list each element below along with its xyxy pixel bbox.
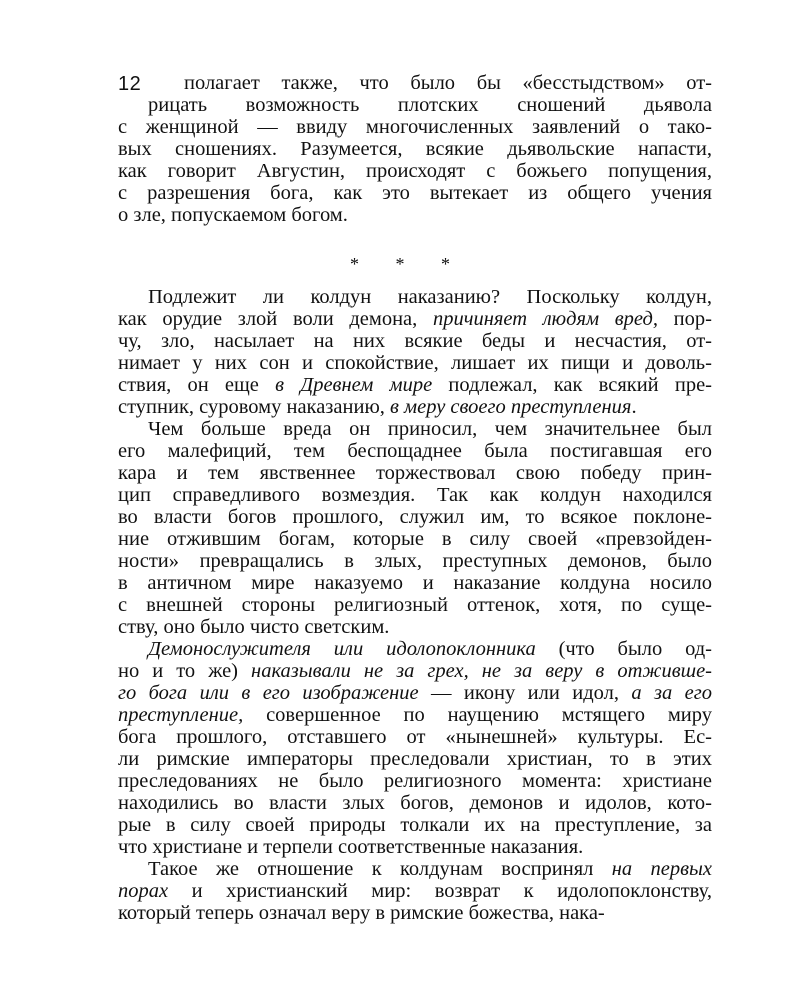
italic-text: в меру своего преступления	[390, 396, 632, 418]
text-segment: пор-	[658, 308, 712, 330]
text-line	[118, 72, 712, 94]
text-segment: и христианский мир: возврат к идолопоклонству,	[168, 880, 712, 902]
italic-text: а за его	[631, 682, 712, 704]
text-line	[118, 770, 712, 792]
text-line	[118, 792, 712, 814]
paragraph	[118, 286, 712, 418]
text-segment: ние отжившим богам, которые в силу своей «превзойден-	[118, 528, 712, 550]
text-segment: кара и тем явственнее торжествовал свою победу прин-	[118, 462, 712, 484]
text-line	[118, 462, 712, 484]
text-line	[118, 352, 712, 374]
text-line	[118, 660, 712, 682]
text-segment: полагает также, что было бы «бесстыдством» от-	[184, 72, 712, 94]
text-segment: находились во власти злых богов, демонов и идолов, кото-	[118, 792, 712, 814]
text-segment: Подлежит ли колдун наказанию? Поскольку колдун,	[148, 286, 712, 308]
text-segment: ству, оно было чисто светским.	[118, 616, 390, 638]
italic-text: на первых	[611, 858, 712, 880]
text-line	[118, 440, 712, 462]
text-segment: который теперь означал веру в римские божества, нака-	[118, 902, 605, 924]
text-line	[118, 550, 712, 572]
text-segment: — икону или идол,	[418, 682, 632, 704]
text-segment: вых сношениях. Разумеется, всякие дьявольские напасти,	[118, 138, 712, 160]
text-line	[118, 594, 712, 616]
text-segment: с внешней стороны религиозный оттенок, хотя, по суще-	[118, 594, 712, 616]
text-line	[118, 638, 712, 660]
text-segment: (что было од-	[535, 638, 712, 660]
page-number: 12	[118, 73, 142, 95]
text-line	[118, 204, 712, 226]
paragraph	[118, 638, 712, 858]
text-segment: подлежал, как всякий пре-	[432, 374, 712, 396]
italic-text: наказывали не за грех, не за веру в отживше-	[251, 660, 712, 682]
italic-text: преступление,	[118, 704, 244, 726]
text-segment: бога прошлого, отставшего от «нынешней» культуры. Ес-	[118, 726, 712, 748]
text-line	[118, 160, 712, 182]
text-line	[118, 374, 712, 396]
text-line	[118, 572, 712, 594]
text-line	[118, 880, 712, 902]
text-segment: с женщиной — ввиду многочисленных заявлений о тако-	[118, 116, 712, 138]
body-text-main	[118, 286, 712, 924]
text-segment: ствия, он еще	[118, 374, 276, 396]
text-line	[118, 616, 712, 638]
text-segment: преследованиях не было религиозного момента: христиане	[118, 770, 712, 792]
italic-text: го бога или в его изображение	[118, 682, 419, 704]
text-segment: ступник, суровому наказанию,	[118, 396, 391, 418]
paragraph	[118, 72, 712, 226]
text-segment: нимает у них сон и спокойствие, лишает их пищи и доволь-	[118, 352, 712, 374]
paragraph	[118, 858, 712, 924]
text-segment: в античном мире наказуемо и наказание колдуна носило	[118, 572, 712, 594]
text-line	[118, 94, 712, 116]
text-line	[118, 506, 712, 528]
italic-text: порах	[118, 880, 169, 902]
text-segment: .	[631, 396, 637, 418]
text-line	[118, 814, 712, 836]
text-segment: Такое же отношение к колдунам воспринял	[148, 858, 612, 880]
text-line	[118, 682, 712, 704]
text-line	[118, 484, 712, 506]
text-line	[118, 138, 712, 160]
text-segment: ности» превращались в злых, преступных демонов, было	[118, 550, 712, 572]
text-line	[118, 748, 712, 770]
paragraph	[118, 418, 712, 638]
section-separator: * * *	[350, 254, 466, 274]
text-line	[118, 116, 712, 138]
text-line	[118, 330, 712, 352]
italic-text: в Древнем мире	[275, 374, 433, 396]
text-line	[118, 902, 712, 924]
text-line	[118, 858, 712, 880]
italic-text: причиняет людям вред,	[432, 308, 659, 330]
text-segment: о зле, попускаемом богом.	[118, 204, 348, 226]
text-line	[118, 528, 712, 550]
text-line	[118, 182, 712, 204]
text-line	[118, 396, 712, 418]
text-line	[118, 308, 712, 330]
text-segment: цип справедливого возмездия. Так как колдун находился	[118, 484, 712, 506]
text-segment: его малефиций, тем беспощаднее была постигавшая его	[118, 440, 712, 462]
text-segment: что христиане и терпели соответственные наказания.	[118, 836, 584, 858]
text-line	[118, 836, 712, 858]
text-segment: но и то же)	[118, 660, 252, 682]
text-line	[118, 726, 712, 748]
text-segment: рые в силу своей природы толкали их на преступление, за	[118, 814, 712, 836]
text-segment: как говорит Августин, происходят с божьего попущения,	[118, 160, 712, 182]
text-segment: как орудие злой воли демона,	[118, 308, 433, 330]
text-segment: Чем больше вреда он приносил, чем значительнее был	[148, 418, 712, 440]
text-line	[118, 704, 712, 726]
text-segment: чу, зло, насылает на них всякие беды и несчастия, от-	[118, 330, 712, 352]
body-text-top	[118, 72, 712, 226]
text-segment: рицать возможность плотских сношений дьявола	[148, 94, 712, 116]
text-line	[118, 286, 712, 308]
text-segment: во власти богов прошлого, служил им, то всякое поклоне-	[118, 506, 712, 528]
text-line	[118, 418, 712, 440]
italic-text: Демонослужителя или идолопоклонника	[148, 638, 536, 660]
text-segment: с разрешения бога, как это вытекает из общего учения	[118, 182, 712, 204]
text-segment: совершенное по наущению мстящего миру	[243, 704, 712, 726]
text-segment: ли римские императоры преследовали христиан, то в этих	[118, 748, 712, 770]
